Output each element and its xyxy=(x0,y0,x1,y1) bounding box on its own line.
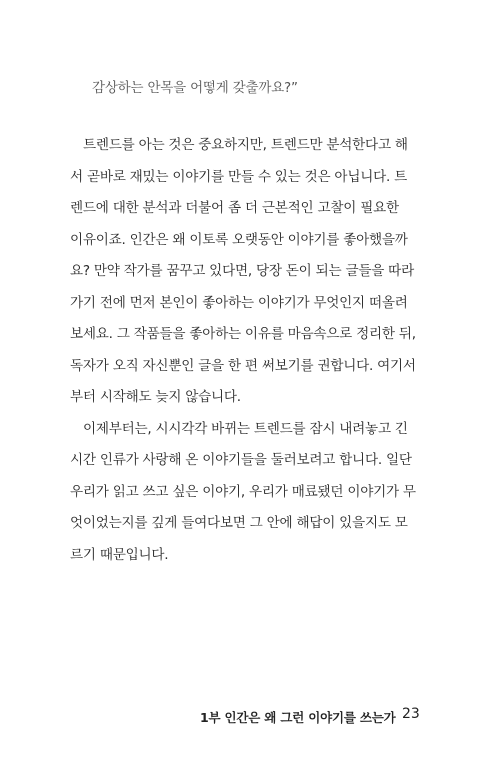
text-line: 가기 전에 먼저 본인이 좋아하는 이야기가 무엇인지 떠올려 xyxy=(70,294,408,311)
text-line: 트렌드를 아는 것은 중요하지만, 트렌드만 분석한다고 해 xyxy=(83,137,408,153)
text-line: 시간 인류가 사랑해 온 이야기들을 둘러보려고 합니다. 일단 xyxy=(70,452,412,468)
text-line: 렌드에 대한 분석과 더불어 좀 더 근본적인 고찰이 필요한 xyxy=(70,200,399,216)
text-line: 요? 만약 작가를 꿈꾸고 있다면, 당장 돈이 되는 글들을 따라 xyxy=(70,263,414,279)
text-line: 독자가 오직 자신뿐인 글을 한 편 써보기를 권합니다. 여기서 xyxy=(70,357,416,374)
paragraph-2 xyxy=(70,414,430,572)
text-line: 부터 시작해도 늦지 않습니다. xyxy=(70,389,241,405)
text-line: 엇이었는지를 깊게 들여다보면 그 안에 해답이 있을지도 모 xyxy=(70,515,408,531)
text-line: 보세요. 그 작품들을 좋아하는 이유를 마음속으로 정리한 뒤, xyxy=(70,326,416,342)
quote-line: 감상하는 안목을 어떻게 갖출까요?” xyxy=(92,80,298,96)
text-line: 이유이죠. 인간은 왜 이토록 오랫동안 이야기를 좋아했을까 xyxy=(70,231,408,248)
paragraph-1 xyxy=(70,130,430,414)
text-line: 우리가 읽고 쓰고 싶은 이야기, 우리가 매료됐던 이야기가 무 xyxy=(70,483,416,500)
chapter-title: 1부 인간은 왜 그런 이야기를 쓰는가 xyxy=(200,710,396,725)
page-number: 23 xyxy=(402,706,420,722)
text-line: 서 곧바로 재밌는 이야기를 만들 수 있는 것은 아닙니다. 트 xyxy=(70,168,407,185)
text-line: 이제부터는, 시시각각 바뀌는 트렌드를 잠시 내려놓고 긴 xyxy=(83,420,408,437)
body-text xyxy=(70,130,430,571)
text-line: 르기 때문입니다. xyxy=(70,546,169,563)
